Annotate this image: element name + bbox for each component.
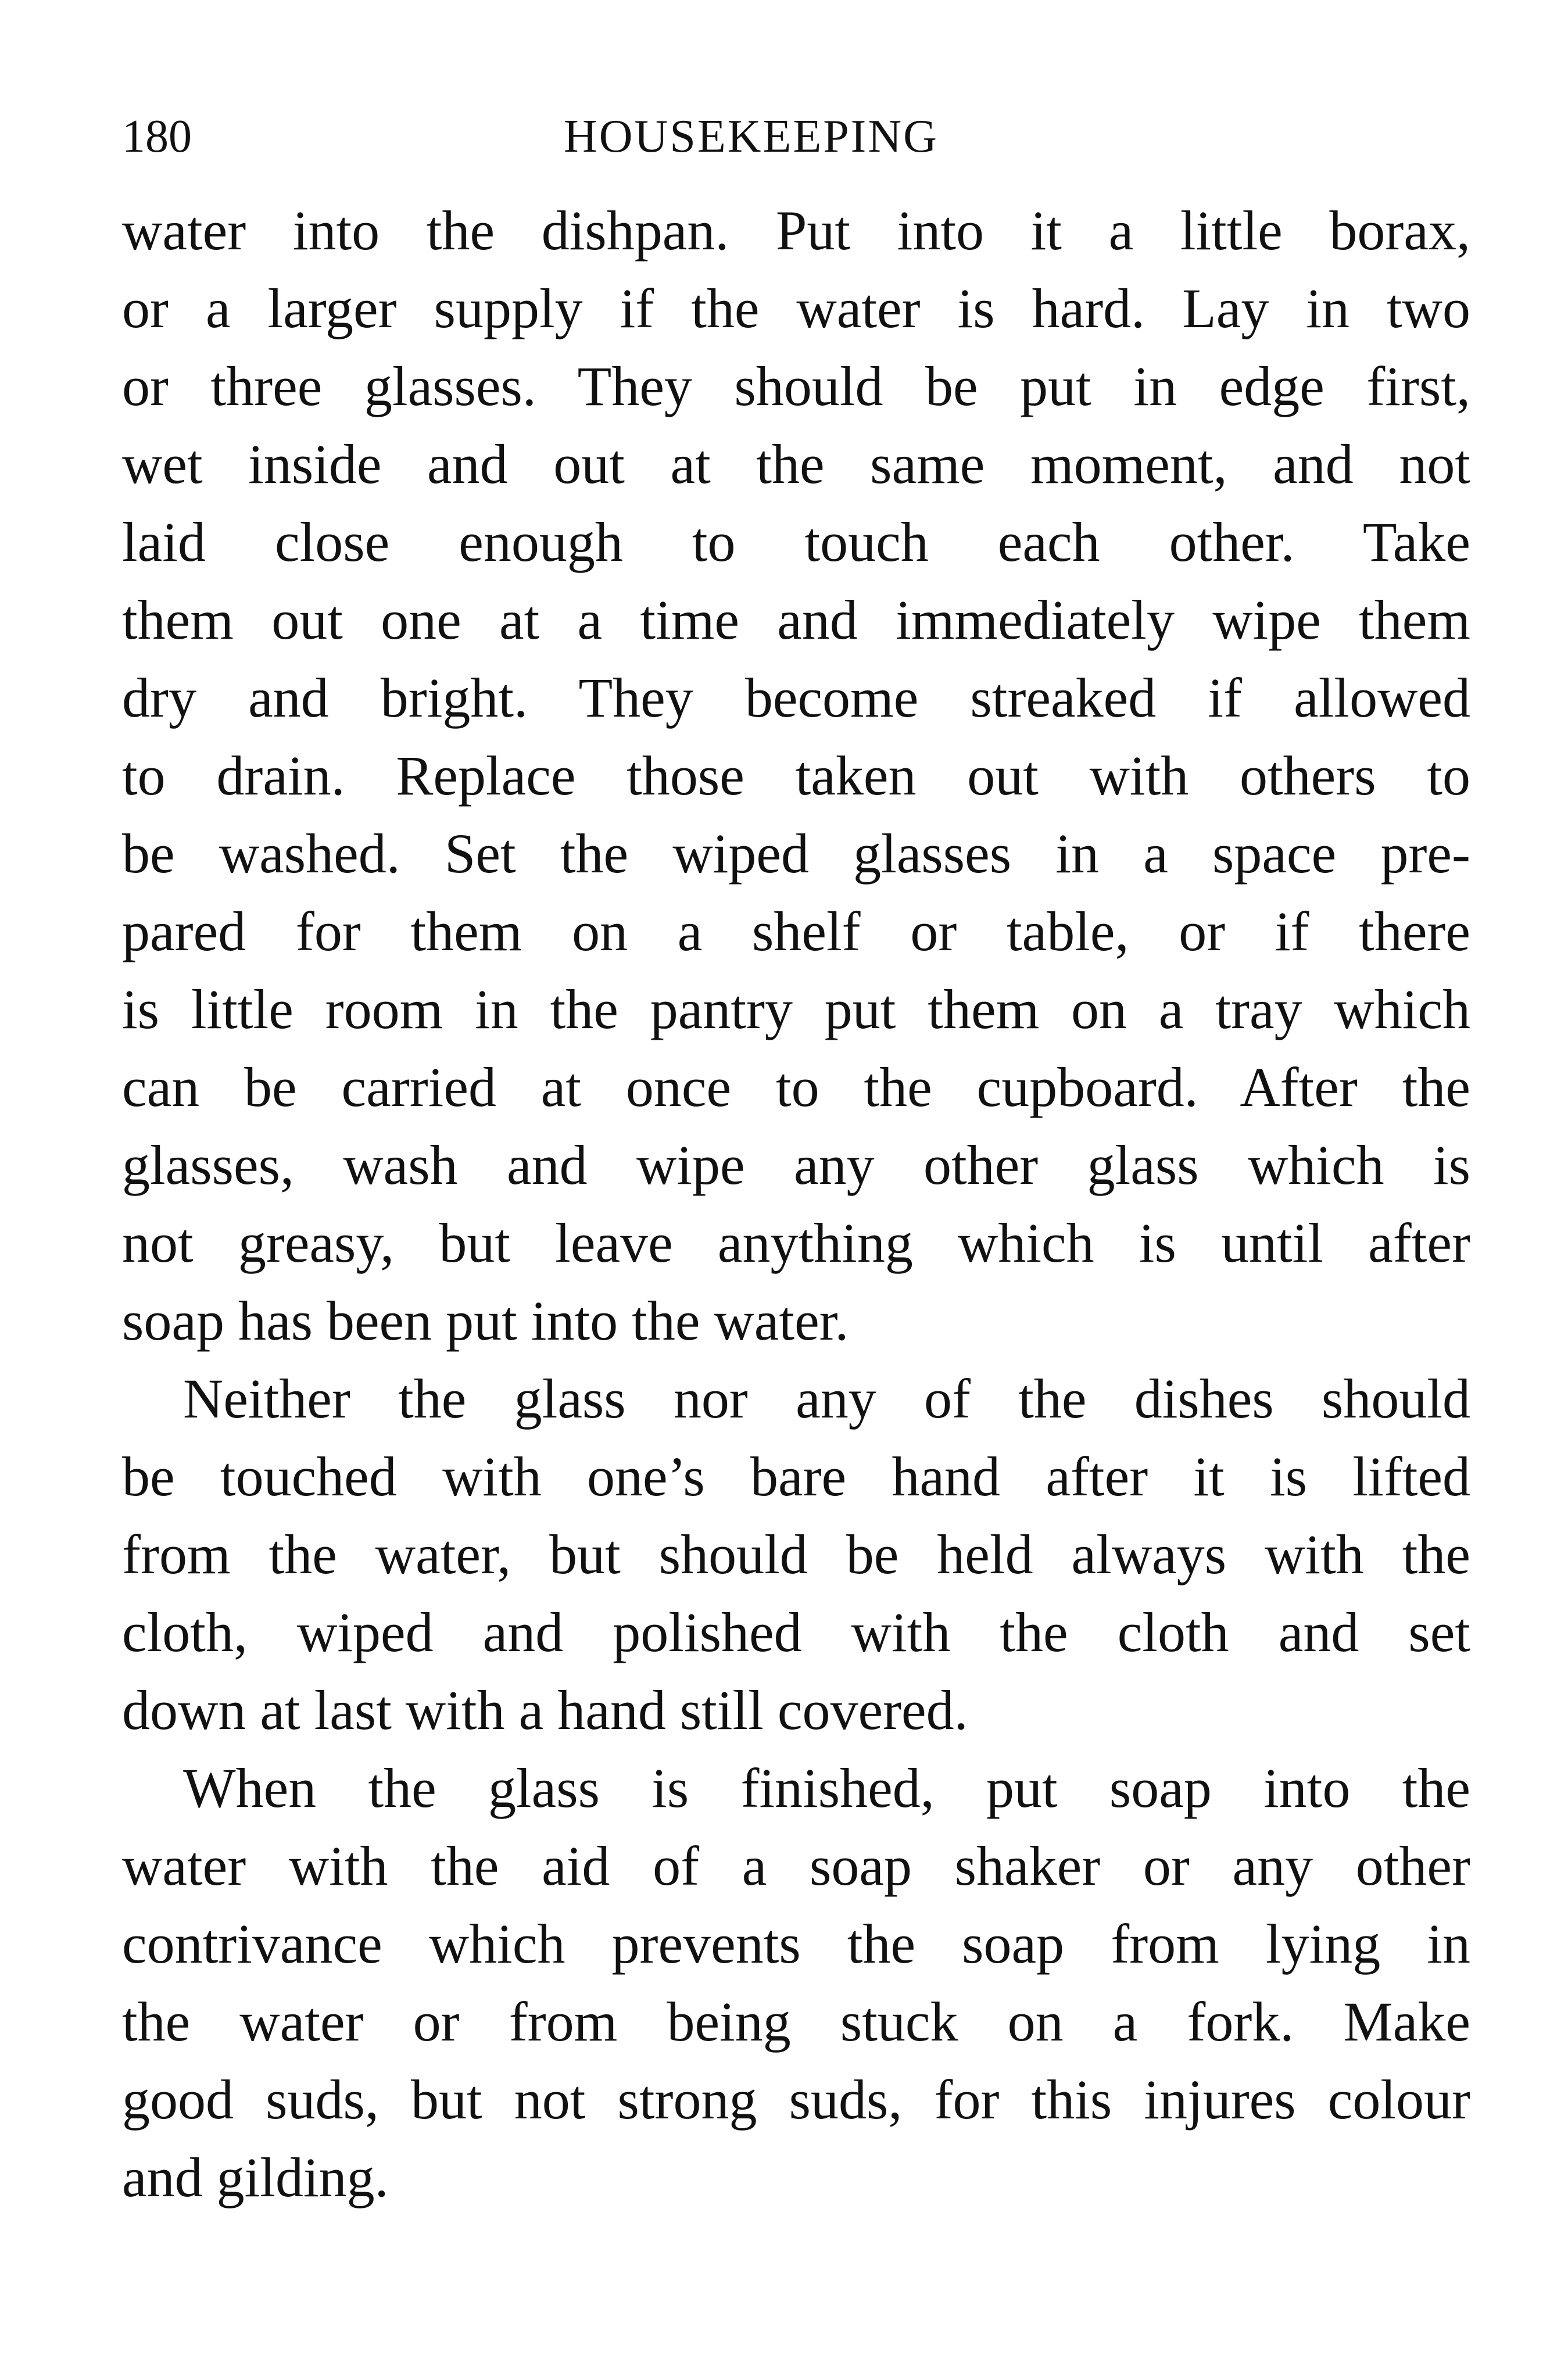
text-line: wet inside and out at the same moment, and not xyxy=(122,433,1470,495)
text-line: or three glasses. They should be put in edge first, xyxy=(122,355,1470,417)
text-line: good suds, but not strong suds, for this injures colour xyxy=(122,2068,1470,2131)
text-line: glasses, wash and wipe any other glass which is xyxy=(122,1134,1470,1196)
text-line: be washed. Set the wiped glasses in a space pre- xyxy=(122,822,1470,885)
text-line: down at last with a hand still covered. xyxy=(122,1679,968,1741)
text-line: from the water, but should be held always with the xyxy=(122,1523,1470,1585)
text-line: them out one at a time and immediately wipe them xyxy=(122,589,1470,651)
running-head xyxy=(122,105,1470,169)
text-line: dry and bright. They become streaked if allowed xyxy=(122,667,1470,729)
text-line: contrivance which prevents the soap from lying in xyxy=(122,1913,1470,1975)
text-line: soap has been put into the water. xyxy=(122,1290,849,1352)
text-line: be touched with one’s bare hand after it is lifted xyxy=(122,1445,1470,1508)
text-line: and gilding. xyxy=(122,2146,389,2208)
text-line: the water or from being stuck on a fork. Make xyxy=(122,1991,1470,2053)
text-line: to drain. Replace those taken out with others to xyxy=(122,744,1470,807)
text-line: can be carried at once to the cupboard. After the xyxy=(122,1056,1470,1118)
text-line: cloth, wiped and polished with the cloth and set xyxy=(122,1601,1470,1663)
body-text xyxy=(122,192,1470,2217)
text-line: or a larger supply if the water is hard. Lay in two xyxy=(122,277,1470,339)
text-line: water with the aid of a soap shaker or any other xyxy=(122,1835,1470,1897)
text-line: pared for them on a shelf or table, or if there xyxy=(122,900,1470,962)
text-line: water into the dishpan. Put into it a little borax, xyxy=(122,199,1470,262)
running-title: HOUSEKEEPING xyxy=(564,111,939,162)
text-line: not greasy, but leave anything which is until after xyxy=(122,1212,1470,1274)
text-line: Neither the glass nor any of the dishes should xyxy=(183,1368,1470,1430)
text-line: When the glass is finished, put soap into the xyxy=(183,1757,1470,1819)
page-number: 180 xyxy=(122,111,192,162)
text-line: is little room in the pantry put them on a tray which xyxy=(122,978,1470,1040)
text-line: laid close enough to touch each other. Take xyxy=(122,511,1470,573)
